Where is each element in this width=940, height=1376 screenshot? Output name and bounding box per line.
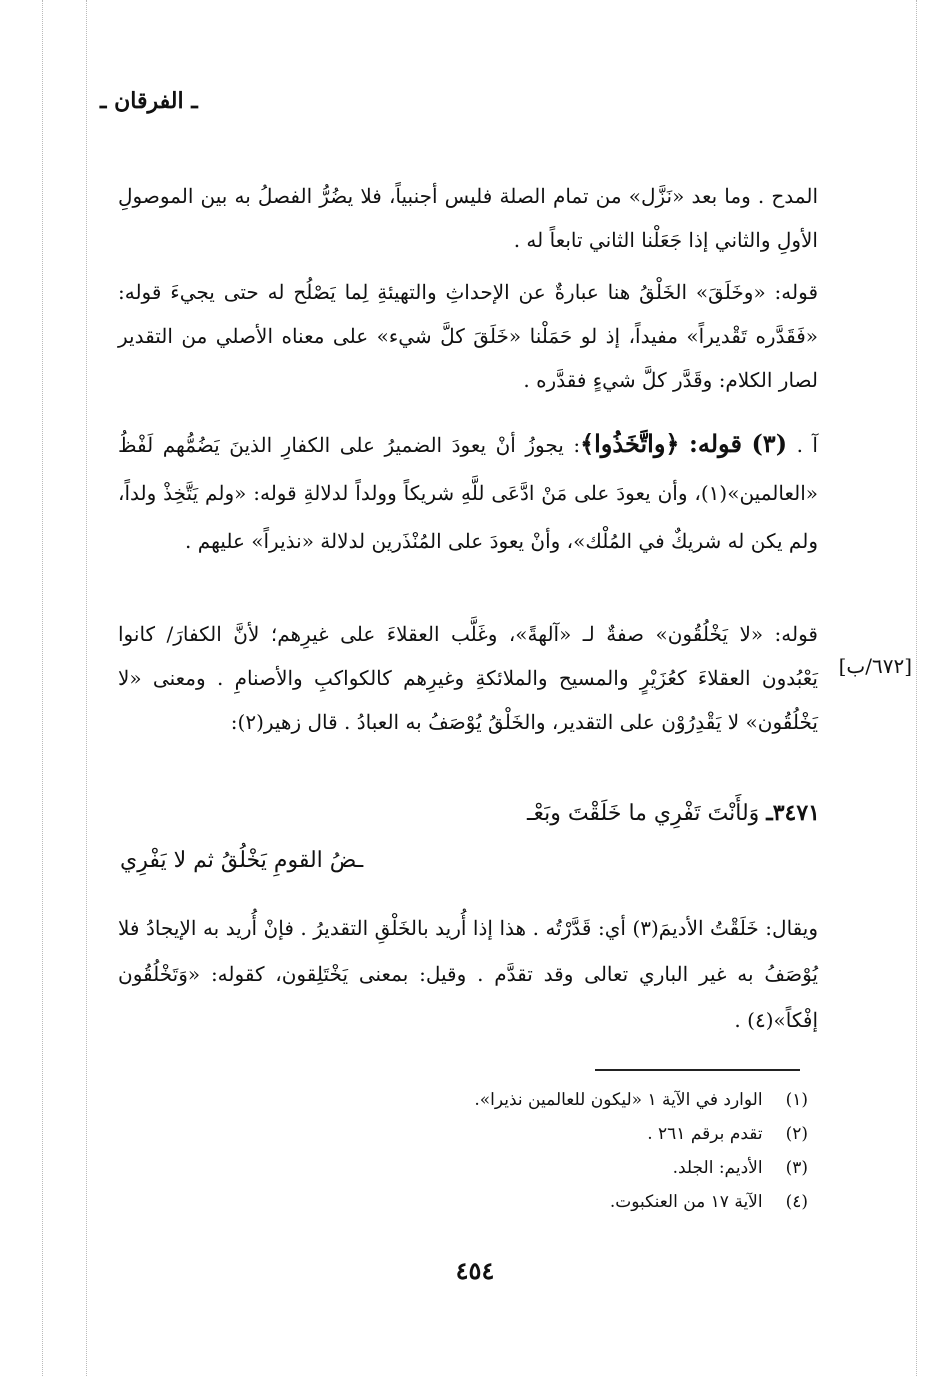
verse-label: قوله: — [689, 429, 742, 458]
poem-hemistich-1: وَلأَنْتَ تَفْرِي ما خَلَقْتَ وبَعْـ — [527, 801, 760, 826]
poem-line-1 — [120, 800, 820, 826]
paragraph-4: قوله: «لا يَخْلُقُون» صفةٌ لـ «آلهةً»، وغَلَّب العقلاءَ على غيرِهم؛ لأنَّ الكفارَ/ كانوا يَعْبُدون العقلاءَ كعُزَيْرٍ والمسيح والملائكةِ وغيرِهم كالكواكبِ والأصنامِ . ومعنى «لا يَخْلُقُون» لا يَقْدِرُوْن على التقدير، والخَلْقُ يُوْصَفُ به العبادُ . قال زهير(٢): — [118, 622, 818, 734]
footnote — [308, 1185, 808, 1219]
poem-number: ٣٤٧١ـ — [766, 800, 820, 826]
running-header: ـ الفرقان ـ — [100, 88, 198, 114]
footnote-number: (٤) — [785, 1192, 808, 1212]
verse-number: (٣) — [751, 429, 788, 458]
poem-hemistich-2: ـضُ القومِ يَخْلُقُ ثم لا يَفْرِي — [120, 848, 364, 873]
page-number: ٤٥٤ — [455, 1256, 495, 1285]
footnote-text: الآية ١٧ من العنكبوت. — [609, 1192, 763, 1212]
footnote-number: (٢) — [785, 1124, 808, 1144]
scan-edge-right — [916, 0, 917, 1376]
paragraph-5: ويقال: خَلَقْتُ الأديمَ(٣) أي: قَدَّرْتُه . هذا إذا أُريد بالخَلْقِ التقديرُ . فإنْ أُريد به الإيجادُ فلا يُوْصَفُ به غير الباري تعالى وقد تقدَّم . وقيل: بمعنى يَخْتَلِقون، كقوله: «وَتَخْلُقُون إفْكاً»(٤) . — [118, 916, 818, 1032]
footnotes — [308, 1083, 808, 1219]
manuscript-folio-ref: [٦٧٢/ب] — [838, 654, 912, 678]
paragraph-1: المدح . وما بعد «نَزَّل» من تمام الصلة فليس أجنبياً، فلا يضُرُّ الفصلُ به بين الموصولِ الأولِ والثاني إذا جَعَلْنا الثاني تابعاً له . — [118, 184, 818, 252]
footnote-text: تقدم برقم ٢٦١ . — [647, 1124, 763, 1144]
verse-prefix: آ . — [796, 433, 818, 457]
footnote — [308, 1151, 808, 1185]
verse-word: ﴿واتَّخَذُوا﴾ — [580, 429, 680, 458]
footnote-number: (٣) — [785, 1158, 808, 1178]
scan-edge-left-inner — [86, 0, 87, 1376]
footnote — [308, 1117, 808, 1151]
paragraph-3: آ . (٣) قوله: ﴿واتَّخَذُوا﴾: يجوزُ أنْ يعودَ الضميرُ على الكفارِ الذينَ يَضُمُّهم لَفْظُ «العالمين»(١)، وأن يعودَ على مَنْ ادَّعَى للَّهِ شريكاً وولداً لدلالةِ قوله: «ولم يَتَّخِذْ ولداً، ولم يكن له شريكٌ في المُلْك»، وأنْ يعودَ على المُنْذَرين لدلالة «نذيراً» عليهم . — [118, 429, 818, 553]
paragraph-3-text: يجوزُ أنْ يعودَ الضميرُ على الكفارِ الذينَ يَضُمُّهم لَفْظُ «العالمين»(١)، وأن يعودَ على مَنْ ادَّعَى للَّهِ شريكاً وولداً لدلالةِ قوله: «ولم يَتَّخِذْ ولداً، ولم يكن له شريكٌ في المُلْك»، وأنْ يعودَ على المُنْذَرين لدلالة «نذيراً» عليهم . — [118, 433, 818, 553]
paragraph-2: قوله: «وخَلَقَ» الخَلْقُ هنا عبارةٌ عن الإحداثِ والتهيئةِ لِما يَصْلُح له حتى يجيءَ قوله: «فَقَدَّره تَقْديراً» مفيداً، إذ لو حَمَلْنا «خَلَقَ كلَّ شيء» على معناه الأصلي من التقدير لصار الكلام: وقَدَّر كلَّ شيءٍ فقدَّره . — [118, 280, 818, 392]
footnote — [308, 1083, 808, 1117]
footnote-text: الوارد في الآية ١ «ليكون للعالمين نذيرا». — [474, 1090, 763, 1110]
scan-edge-left — [42, 0, 43, 1376]
footnote-number: (١) — [785, 1090, 808, 1110]
footnote-divider — [595, 1069, 800, 1071]
footnote-text: الأديم: الجلد. — [672, 1158, 763, 1178]
